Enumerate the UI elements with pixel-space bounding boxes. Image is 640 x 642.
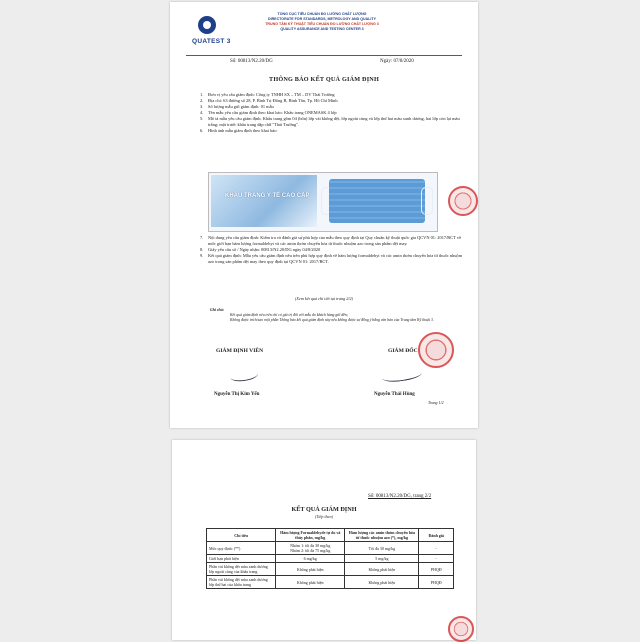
table-cell: PHQĐ: [419, 563, 454, 576]
list-item: 5. Mô tả mẫu yêu cầu giám định: Khẩu trang gồm 04 (bốn) lớp vải không dệt, lớp ngoài cùng và lớp thứ hai màu xanh dương, hai lớp còn lại màu trắng; mặt trước khẩu trang dập chữ "Thái Trường".: [200, 116, 460, 127]
table-cell: -: [419, 555, 454, 563]
page-title: KẾT QUẢ GIÁM ĐỊNH: [291, 506, 357, 513]
letterhead: [232, 12, 412, 32]
seal-stamp-icon: [448, 616, 474, 642]
list-item: 6. Hình ảnh mẫu giám định theo khai báo:: [200, 128, 278, 133]
mask-image: [329, 179, 425, 223]
header-divider: [186, 55, 462, 56]
note-label: Ghi chú:: [210, 308, 225, 312]
signer-left-name: Nguyễn Thị Kim Yến: [214, 392, 260, 397]
signature-icon: [381, 367, 422, 383]
table-cell: 5 mg/kg: [345, 555, 419, 563]
table-header: Đánh giá: [419, 529, 454, 542]
table-cell: -: [419, 542, 454, 555]
table-cell: Không phát hiện: [345, 576, 419, 589]
doc-number: Số: 00813/N2.20/DG, trang 2/2: [368, 494, 432, 499]
table-cell: 6 mg/kg: [276, 555, 345, 563]
see-next-page: (Xem kết quả chi tiết tại trang 2/2): [294, 296, 354, 301]
table-header-row: [207, 529, 454, 542]
table-header: Chỉ tiêu: [207, 529, 276, 542]
mask-box-image: [211, 175, 317, 227]
page-number: Trang 1/2: [428, 400, 444, 405]
table-cell: Phần vải không dệt màu xanh dương lớp thứ hai của khẩu trang: [207, 576, 276, 589]
ear-loop: [421, 187, 433, 215]
results-table: [206, 528, 454, 589]
document-page-1: [170, 2, 478, 428]
signature-icon: [229, 368, 258, 383]
list-item: 4. Tên mẫu yêu cầu giám định theo khai báo: Khẩu trang ONEMASK 4 lớp: [200, 110, 337, 115]
doc-number: Số: 00813/N2.20/DG: [230, 59, 273, 64]
list-item: 2. Địa chỉ: 63 đường số 28, P. Bình Trị Đông B, Bình Tân, Tp. Hồ Chí Minh: [200, 98, 338, 103]
seal-stamp-icon: [418, 332, 454, 368]
notes: [210, 308, 450, 323]
note-item: Không được trích/sao một phần Thông báo kết quả giám định này nếu không được sự đồng ý bằng văn bản của Trung tâm Kỹ thuật 3.: [230, 318, 434, 322]
table-cell: Giới hạn phát hiện: [207, 555, 276, 563]
table-row: [207, 563, 454, 576]
list-item: 7. Nội dung yêu cầu giám định: Kiểm tra và đánh giá sự phù hợp của mẫu theo quy định tại Quy chuẩn kỹ thuật quốc gia QCVN 01: 2017/BCT về mức giới hạn hàm lượng formaldehyt và các amin thơm chuyển hóa từ thuốc nhuộm azo trong sản phẩm dệt may.: [200, 235, 462, 246]
document-page-2: [172, 440, 476, 640]
table-cell: Phần vải không dệt màu xanh dương lớp ngoài cùng của khẩu trang: [207, 563, 276, 576]
logo-text: QUATEST 3: [192, 38, 231, 45]
table-cell: Không phát hiện: [276, 576, 345, 589]
page-subtitle: (Tiếp theo): [314, 514, 334, 519]
seal-stamp-icon: [448, 186, 478, 216]
quatest-logo-icon: [198, 16, 216, 34]
signer-right-title: GIÁM ĐỐC: [388, 348, 418, 354]
table-header: Hàm lượng Formaldehyde tự do và thủy phân, mg/kg: [276, 529, 345, 542]
list-item: 8. Giấy yêu cầu số / Ngày nhận: 00813/N2.20/DG ngày 04/8/2020: [200, 247, 321, 252]
table-cell: Nhóm 1: tối đa 30 mg/kg Nhóm 2: tối đa 75 mg/kg: [276, 542, 345, 555]
table-cell: Không phát hiện: [276, 563, 345, 576]
signer-left-title: GIÁM ĐỊNH VIÊN: [216, 348, 264, 354]
box-label: KHẨU TRANG Y TẾ CAO CẤP: [225, 193, 310, 199]
header-line: DIRECTORATE FOR STANDARDS, METROLOGY AND QUALITY: [267, 17, 376, 21]
doc-date: Ngày: 07/8/2020: [380, 59, 414, 64]
table-cell: Mức quy định: (**): [207, 542, 276, 555]
list-item: 1. Đơn vị yêu cầu giám định: Công ty TNHH SX – TM – DV Thái Trường: [200, 92, 335, 97]
signer-right-name: Nguyễn Thái Hùng: [374, 392, 415, 397]
table-row: [207, 576, 454, 589]
page-title: THÔNG BÁO KẾT QUẢ GIÁM ĐỊNH: [269, 76, 379, 83]
list-item: 3. Số lượng mẫu gửi giám định: 01 mẫu: [200, 104, 274, 109]
header-line: TỔNG CỤC TIÊU CHUẨN ĐO LƯỜNG CHẤT LƯỢNG: [277, 12, 367, 16]
header-line: QUALITY ASSURANCE AND TESTING CENTER 3: [280, 27, 364, 31]
note-item: Kết quả giám định nêu trên chỉ có giá trị đối với mẫu do khách hàng gửi đến;: [230, 313, 349, 317]
header-line: TRUNG TÂM KỸ THUẬT TIÊU CHUẨN ĐO LƯỜNG CHẤT LƯỢNG 3: [265, 22, 379, 26]
table-row: [207, 555, 454, 563]
sample-photo: [208, 172, 438, 232]
table-cell: Không phát hiện: [345, 563, 419, 576]
table-cell: PHQĐ: [419, 576, 454, 589]
info-list: [200, 92, 462, 134]
table-cell: Tối đa 30 mg/kg: [345, 542, 419, 555]
info-list-continued: [200, 235, 462, 265]
table-row: [207, 542, 454, 555]
table-header: Hàm lượng các amin thơm chuyển hóa từ thuốc nhuộm azo (*), mg/kg: [345, 529, 419, 542]
list-item: 9. Kết quả giám định: Mẫu yêu cầu giám định nêu trên phù hợp quy định về hàm lượng formaldehyt và các amin thơm chuyển hóa từ thuốc nhuộm azo trong sản phẩm dệt may theo quy định tại QCVN 01: 2017/BCT.: [200, 253, 463, 264]
